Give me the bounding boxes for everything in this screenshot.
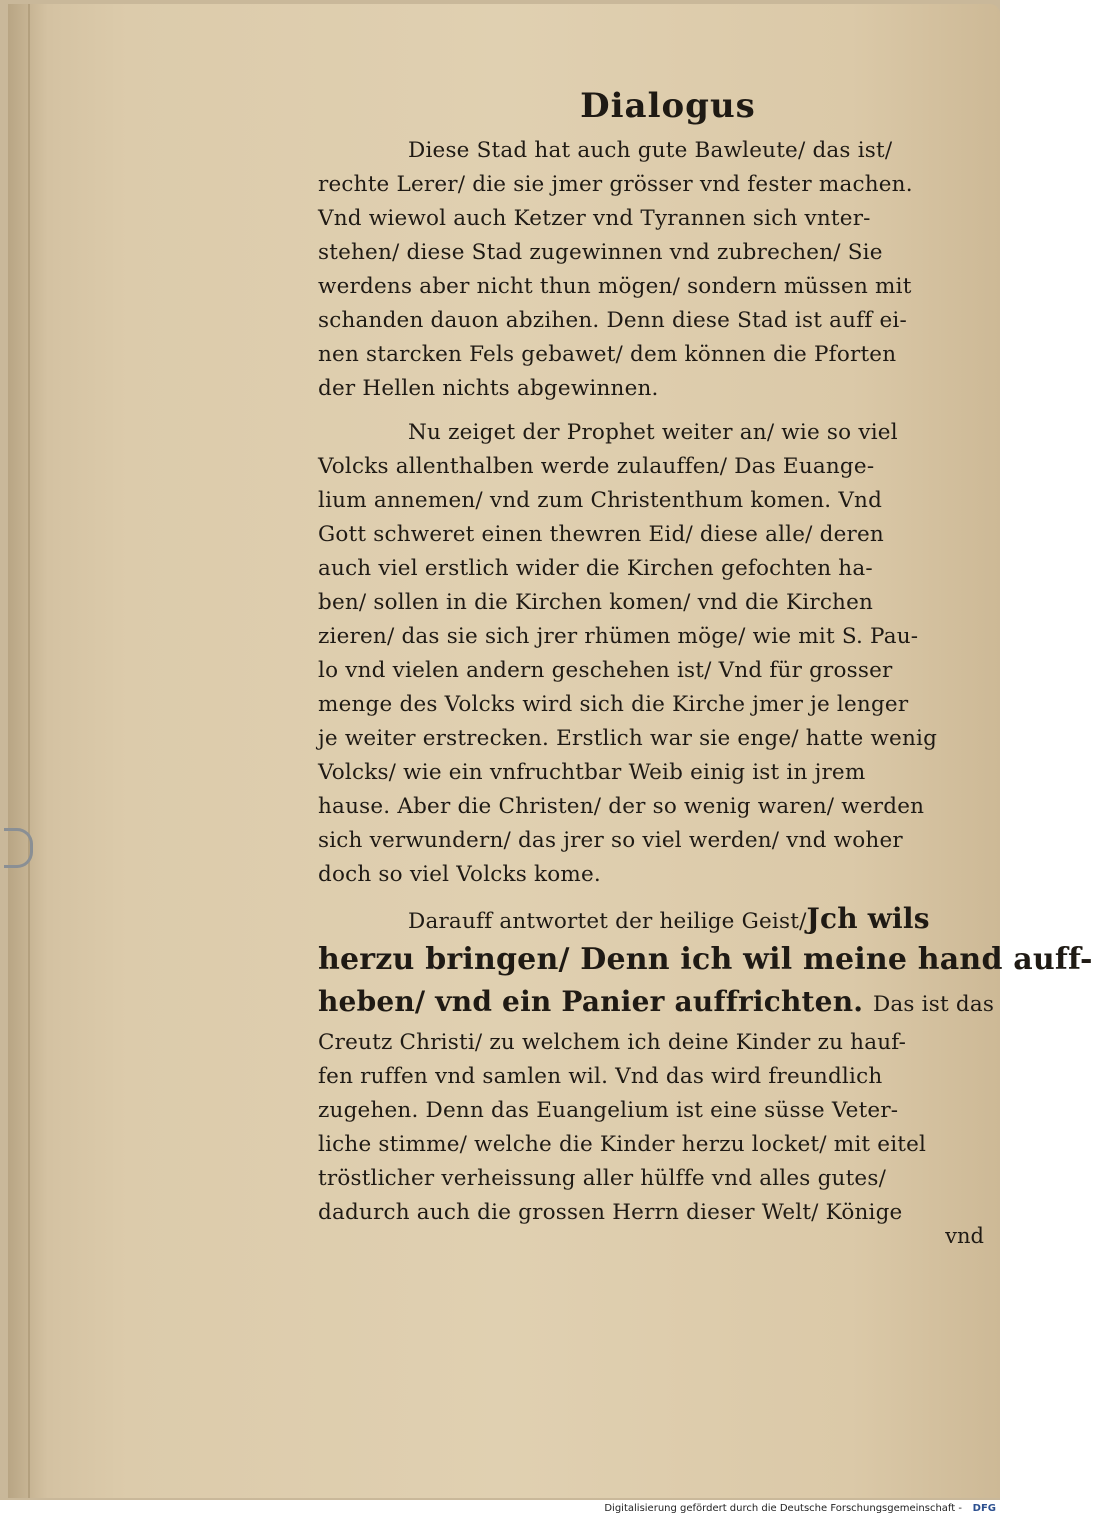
text-line: Volcks allenthalben werde zulauffen/ Das Euange- — [318, 454, 875, 479]
text-line: tröstlicher verheissung aller hülffe vnd alles gutes/ — [318, 1166, 887, 1191]
text-line: auch viel erstlich wider die Kirchen gefochten ha- — [318, 556, 873, 581]
text-line: werdens aber nicht thun mögen/ sondern müssen mit — [318, 274, 912, 299]
text-line: Diese Stad hat auch gute Bawleute/ das ist/ — [408, 138, 893, 163]
catchword: vnd — [945, 1224, 984, 1248]
text-line: Vnd wiewol auch Ketzer vnd Tyrannen sich vnter- — [318, 206, 871, 231]
text-line: schanden dauon abzihen. Denn diese Stad ist auff ei- — [318, 308, 907, 333]
text-line: Gott schweret einen thewren Eid/ diese alle/ deren — [318, 522, 884, 547]
text-line: lium annemen/ vnd zum Christenthum komen. Vnd — [318, 488, 883, 513]
text-line: je weiter erstrecken. Erstlich war sie enge/ hatte wenig — [318, 726, 938, 751]
running-title: Dialogus — [580, 86, 756, 126]
paragraph-2 — [318, 416, 978, 892]
text-line — [318, 902, 978, 939]
text-line: Volcks/ wie ein vnfruchtbar Weib einig ist in jrem — [318, 760, 866, 785]
text-line: menge des Volcks wird sich die Kirche jmer je lenger — [318, 692, 909, 717]
text-line: nen starcken Fels gebawet/ dem können die Pforten — [318, 342, 897, 367]
text-line: sich verwundern/ das jrer so viel werden/ vnd woher — [318, 828, 903, 853]
tail-text: Das ist das — [872, 992, 995, 1017]
text-line: Nu zeiget der Prophet weiter an/ wie so viel — [408, 420, 898, 445]
text-line: stehen/ diese Stad zugewinnen vnd zubrechen/ Sie — [318, 240, 883, 265]
emphasized-line: herzu bringen/ Denn ich wil meine hand auff- — [318, 942, 1093, 977]
digitization-footer — [0, 1500, 1000, 1517]
dfg-logo-icon: DFG — [972, 1503, 996, 1514]
emphasized-line — [318, 981, 995, 1026]
text-line: hause. Aber die Christen/ der so wenig waren/ werden — [318, 794, 925, 819]
lead-text: Darauff antwortet der heilige Geist/ — [408, 909, 807, 934]
text-line: zugehen. Denn das Euangelium ist eine süsse Veter- — [318, 1098, 899, 1123]
paragraph-1 — [318, 134, 978, 406]
emphasized-text: heben/ vnd ein Panier auffrichten. — [318, 985, 864, 1018]
text-line: dadurch auch die grossen Herrn dieser Welt/ Könige — [318, 1200, 903, 1225]
paragraph-3 — [318, 902, 1093, 1230]
funding-credit: Digitalisierung gefördert durch die Deutsche Forschungsgemeinschaft - — [604, 1503, 962, 1514]
text-line: liche stimme/ welche die Kinder herzu locket/ mit eitel — [318, 1132, 927, 1157]
book-clasp — [4, 828, 33, 868]
text-line: fen ruffen vnd samlen wil. Vnd das wird freundlich — [318, 1064, 883, 1089]
text-line: rechte Lerer/ die sie jmer grösser vnd fester machen. — [318, 172, 913, 197]
emphasized-text: Jch wils — [806, 902, 930, 935]
printed-text-block — [318, 86, 1093, 1240]
text-line: Creutz Christi/ zu welchem ich deine Kinder zu hauf- — [318, 1030, 907, 1055]
text-line: der Hellen nichts abgewinnen. — [318, 376, 659, 401]
text-line: zieren/ das sie sich jrer rhümen möge/ wie mit S. Pau- — [318, 624, 919, 649]
page-gutter-shadow — [28, 4, 30, 1498]
text-line: lo vnd vielen andern geschehen ist/ Vnd für grosser — [318, 658, 893, 683]
text-line: ben/ sollen in die Kirchen komen/ vnd die Kirchen — [318, 590, 874, 615]
text-line: doch so viel Volcks kome. — [318, 862, 601, 887]
